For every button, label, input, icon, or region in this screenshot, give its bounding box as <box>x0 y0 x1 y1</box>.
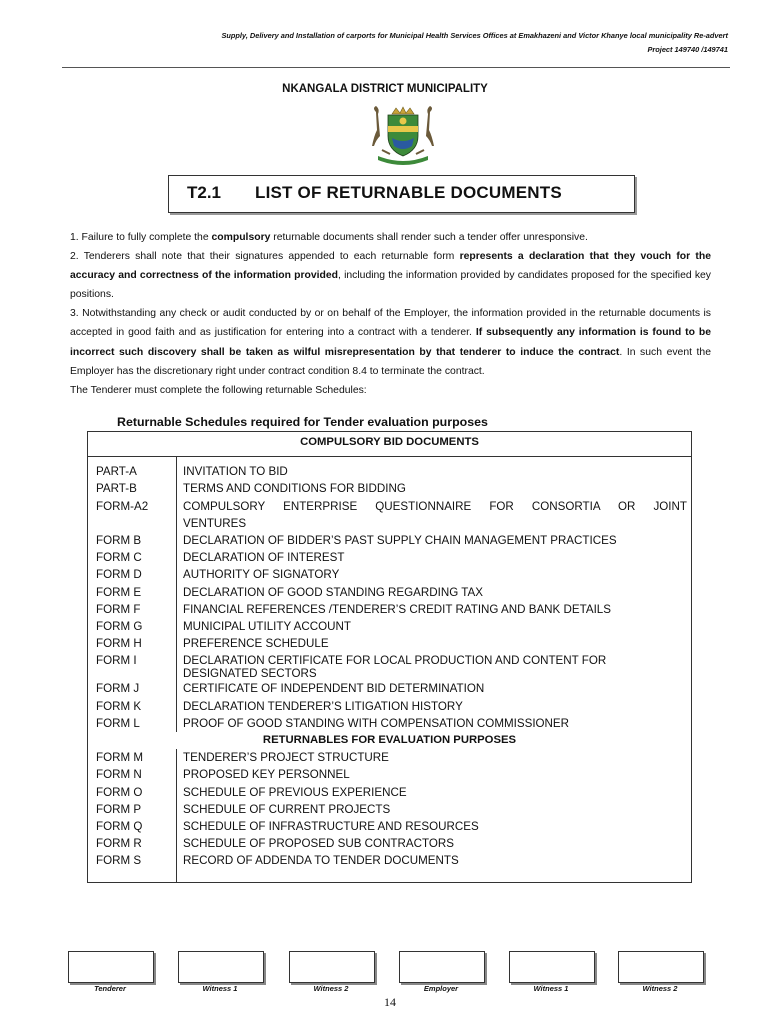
form-code: FORM N <box>88 766 177 783</box>
section-title: LIST OF RETURNABLE DOCUMENTS <box>255 183 562 202</box>
signature-box[interactable] <box>178 951 264 983</box>
form-code: FORM G <box>88 618 177 635</box>
form-code: FORM P <box>88 801 177 818</box>
table-section-header <box>88 432 692 457</box>
form-description: SCHEDULE OF PREVIOUS EXPERIENCE <box>183 785 407 799</box>
signature-box[interactable] <box>68 951 154 983</box>
table-row <box>88 749 692 766</box>
table-row <box>88 835 692 852</box>
text-run: 2. Tenderers shall note that their signatures appended to each returnable form <box>70 251 460 263</box>
table-row <box>88 549 692 566</box>
form-code: FORM O <box>88 784 177 801</box>
form-code: PART-B <box>88 480 177 497</box>
form-description: PROOF OF GOOD STANDING WITH COMPENSATION COMMISSIONER <box>183 716 570 730</box>
form-description: TERMS AND CONDITIONS FOR BIDDING <box>183 482 406 496</box>
form-description: AUTHORITY OF SIGNATORY <box>183 568 340 582</box>
form-description <box>177 652 692 680</box>
form-description: FINANCIAL REFERENCES /TENDERER’S CREDIT RATING AND BANK DETAILS <box>183 602 611 616</box>
form-description-line: COMPULSORY ENTERPRISE QUESTIONNAIRE FOR CONSORTIA OR JOINT <box>183 499 687 513</box>
form-description: DECLARATION OF GOOD STANDING REGARDING TAX <box>183 585 483 599</box>
signature-box[interactable] <box>289 951 375 983</box>
signature-label: Witness 2 <box>313 984 349 993</box>
form-description: PROPOSED KEY PERSONNEL <box>183 768 350 782</box>
form-code: FORM E <box>88 584 177 601</box>
text-run: . In such event the Employer has the discretionary right under contract condition 8.4 to terminate the contract. <box>70 346 711 377</box>
section-compulsory-label: COMPULSORY BID DOCUMENTS <box>88 432 692 457</box>
signature-label: Employer <box>423 984 459 993</box>
header-project-number: Project 149740 /149741 <box>647 45 728 54</box>
form-description: DECLARATION TENDERER’S LITIGATION HISTORY <box>183 699 463 713</box>
table-row <box>88 480 692 497</box>
table-row <box>88 463 692 480</box>
form-code: FORM Q <box>88 818 177 835</box>
form-code: FORM F <box>88 601 177 618</box>
schedules-subheading: Returnable Schedules required for Tender evaluation purposes <box>117 415 488 429</box>
table-row <box>88 601 692 618</box>
table-row <box>88 532 692 549</box>
form-code: FORM M <box>88 749 177 766</box>
table-row <box>88 635 692 652</box>
form-description-line: DESIGNATED SECTORS <box>183 667 317 681</box>
signature-label: Witness 1 <box>202 984 238 993</box>
table-section-header <box>88 732 692 749</box>
table-row <box>88 584 692 601</box>
form-description-line: VENTURES <box>183 516 247 530</box>
text-run-bold: represents a declaration that they vouch for the accuracy and correctness of the information provided <box>70 251 711 282</box>
form-code: FORM C <box>88 549 177 566</box>
signature-box[interactable] <box>399 951 485 983</box>
table-row <box>88 652 692 680</box>
form-description: PREFERENCE SCHEDULE <box>183 637 329 651</box>
form-description: TENDERER’S PROJECT STRUCTURE <box>183 751 389 765</box>
page-header <box>221 29 728 57</box>
form-description: DECLARATION OF INTEREST <box>183 551 345 565</box>
coat-of-arms-icon <box>368 106 438 168</box>
form-code: FORM B <box>88 532 177 549</box>
form-code: FORM H <box>88 635 177 652</box>
instruction-4: The Tenderer must complete the following returnable Schedules: <box>70 384 367 396</box>
form-code: PART-A <box>88 463 177 480</box>
instructions <box>70 228 711 400</box>
text-run: returnable documents shall render such a tender offer unresponsive. <box>270 232 588 243</box>
header-divider <box>62 67 730 68</box>
form-code: FORM K <box>88 698 177 715</box>
table-row <box>88 801 692 818</box>
section-evaluation-label: RETURNABLES FOR EVALUATION PURPOSES <box>262 734 517 747</box>
table-row <box>88 566 692 583</box>
table-row <box>88 680 692 697</box>
table-row <box>88 498 692 532</box>
signature-box[interactable] <box>618 951 704 983</box>
table-row <box>88 766 692 783</box>
table-row <box>88 618 692 635</box>
text-run: 1. Failure to fully complete the <box>70 232 212 243</box>
form-code: FORM L <box>88 715 177 732</box>
signature-label: Witness 1 <box>533 984 569 993</box>
signature-label: Tenderer <box>94 984 126 993</box>
text-run: , including the information provided by candidates proposed for the specified key positions. <box>70 270 711 301</box>
organization-name: NKANGALA DISTRICT MUNICIPALITY <box>282 83 488 95</box>
table-spacer <box>88 870 692 883</box>
instruction-2 <box>70 247 711 304</box>
form-code: FORM S <box>88 852 177 869</box>
form-description: SCHEDULE OF PROPOSED SUB CONTRACTORS <box>183 837 454 851</box>
form-description: INVITATION TO BID <box>183 465 288 479</box>
table-row <box>88 784 692 801</box>
table-row <box>88 818 692 835</box>
form-code: FORM R <box>88 835 177 852</box>
text-run-bold: compulsory <box>211 232 271 243</box>
page-number: 14 <box>384 995 396 1009</box>
form-description: CERTIFICATE OF INDEPENDENT BID DETERMINATION <box>183 682 485 696</box>
form-description <box>177 498 692 532</box>
form-code: FORM I <box>88 652 177 680</box>
signature-box[interactable] <box>509 951 595 983</box>
form-description: DECLARATION OF BIDDER’S PAST SUPPLY CHAIN MANAGEMENT PRACTICES <box>183 534 617 548</box>
form-description: RECORD OF ADDENDA TO TENDER DOCUMENTS <box>183 854 459 868</box>
text-run: 3. Notwithstanding any check or audit conducted by or on behalf of the Employer, the information provided in the returnable documents is accepted in good faith and as justification for entering into a contract with a tenderer. <box>70 308 711 339</box>
form-description-line: DECLARATION CERTIFICATE FOR LOCAL PRODUCTION AND CONTENT FOR <box>183 654 607 668</box>
form-description: SCHEDULE OF CURRENT PROJECTS <box>183 802 391 816</box>
section-number: T2.1 <box>187 183 222 202</box>
instruction-1 <box>70 228 711 247</box>
form-code: FORM-A2 <box>88 498 177 532</box>
instruction-3 <box>70 304 711 380</box>
header-project-title: Supply, Delivery and Installation of carports for Municipal Health Services Offices at Emakhazeni and Victor Khanye local municipality Re-advert <box>221 31 728 40</box>
returnable-documents-table <box>87 431 692 883</box>
text-run-bold: If subsequently any information is found to be incorrect such discovery shall be taken as wilful misrepresentation by that tenderer to induce the contract <box>70 327 711 358</box>
table-row <box>88 852 692 869</box>
section-title-box <box>168 175 635 213</box>
table-row <box>88 698 692 715</box>
form-code: FORM J <box>88 680 177 697</box>
form-description: MUNICIPAL UTILITY ACCOUNT <box>183 620 351 634</box>
table-row <box>88 715 692 732</box>
form-description: SCHEDULE OF INFRASTRUCTURE AND RESOURCES <box>183 820 479 834</box>
signature-label: Witness 2 <box>642 984 678 993</box>
form-code: FORM D <box>88 566 177 583</box>
